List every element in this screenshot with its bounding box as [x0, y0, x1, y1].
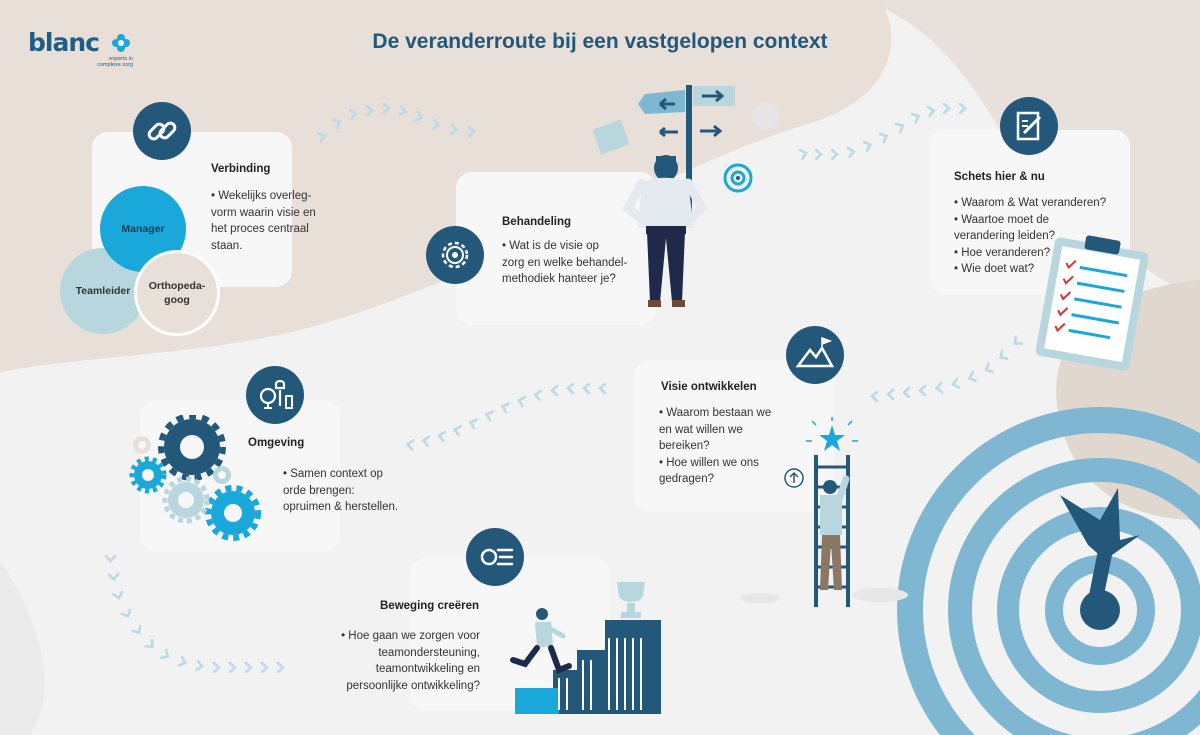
- path-arrows-3: [872, 337, 1022, 401]
- venn-manager: Manager: [100, 186, 186, 272]
- logo-word: blanc: [28, 28, 99, 57]
- icon-circle-schets: [1000, 97, 1058, 155]
- link-icon: [133, 102, 191, 160]
- document-pen-icon: [1000, 97, 1058, 155]
- verbinding-text: • Wekelijks overleg- vorm waarin visie en het proces centraal staan.: [211, 190, 316, 252]
- schets-title: Schets hier & nu: [954, 171, 1045, 183]
- venn-orthopedagoog: Orthopeda- goog: [134, 250, 220, 336]
- icon-circle-verbinding: [133, 102, 191, 160]
- path-arrows-4: [407, 384, 605, 449]
- venn-teamleider: Teamleider: [60, 248, 146, 334]
- logo: [28, 28, 133, 68]
- behandeling-text: • Wat is de visie op zorg en welke behandel- methodiek hanteer je?: [502, 240, 628, 285]
- clipboard-illustration: [1030, 232, 1155, 372]
- schets-text: • Waarom & Wat veranderen? • Waartoe moet de verandering leiden? • Hoe veranderen? • Wie doet wat?: [954, 197, 1107, 275]
- gear-head-icon: [426, 226, 484, 284]
- verbinding-title: Verbinding: [211, 163, 271, 175]
- icon-circle-behandeling: [426, 226, 484, 284]
- gears-illustration: [128, 415, 268, 545]
- visie-text: • Waarom bestaan we en wat willen we bereiken? • Hoe willen we ons gedragen?: [659, 407, 772, 485]
- trophy-bars-illustration: [505, 578, 665, 714]
- puzzle-flower-icon: [112, 34, 130, 52]
- mountain-flag-icon: [786, 326, 844, 384]
- path-arrows-5: [106, 556, 283, 672]
- logo-tagline: experts in complexe zorg: [97, 56, 133, 68]
- behandeling-title: Behandeling: [502, 216, 572, 228]
- beweging-title: Beweging creëren: [380, 600, 480, 612]
- ladder-climber-illustration: [780, 415, 870, 610]
- beweging-text: • Hoe gaan we zorgen voor teamondersteuning, teamontwikkeling en persoonlijke ontwikkeling?: [341, 630, 480, 692]
- page-title: De veranderroute bij een vastgelopen context: [372, 30, 828, 53]
- icon-circle-visie: [786, 326, 844, 384]
- visie-title: Visie ontwikkelen: [661, 381, 757, 393]
- omgeving-title: Omgeving: [248, 437, 305, 449]
- omgeving-text: • Samen context op orde brengen: opruimen & herstellen.: [283, 468, 399, 513]
- signpost-person-illustration: [590, 80, 780, 315]
